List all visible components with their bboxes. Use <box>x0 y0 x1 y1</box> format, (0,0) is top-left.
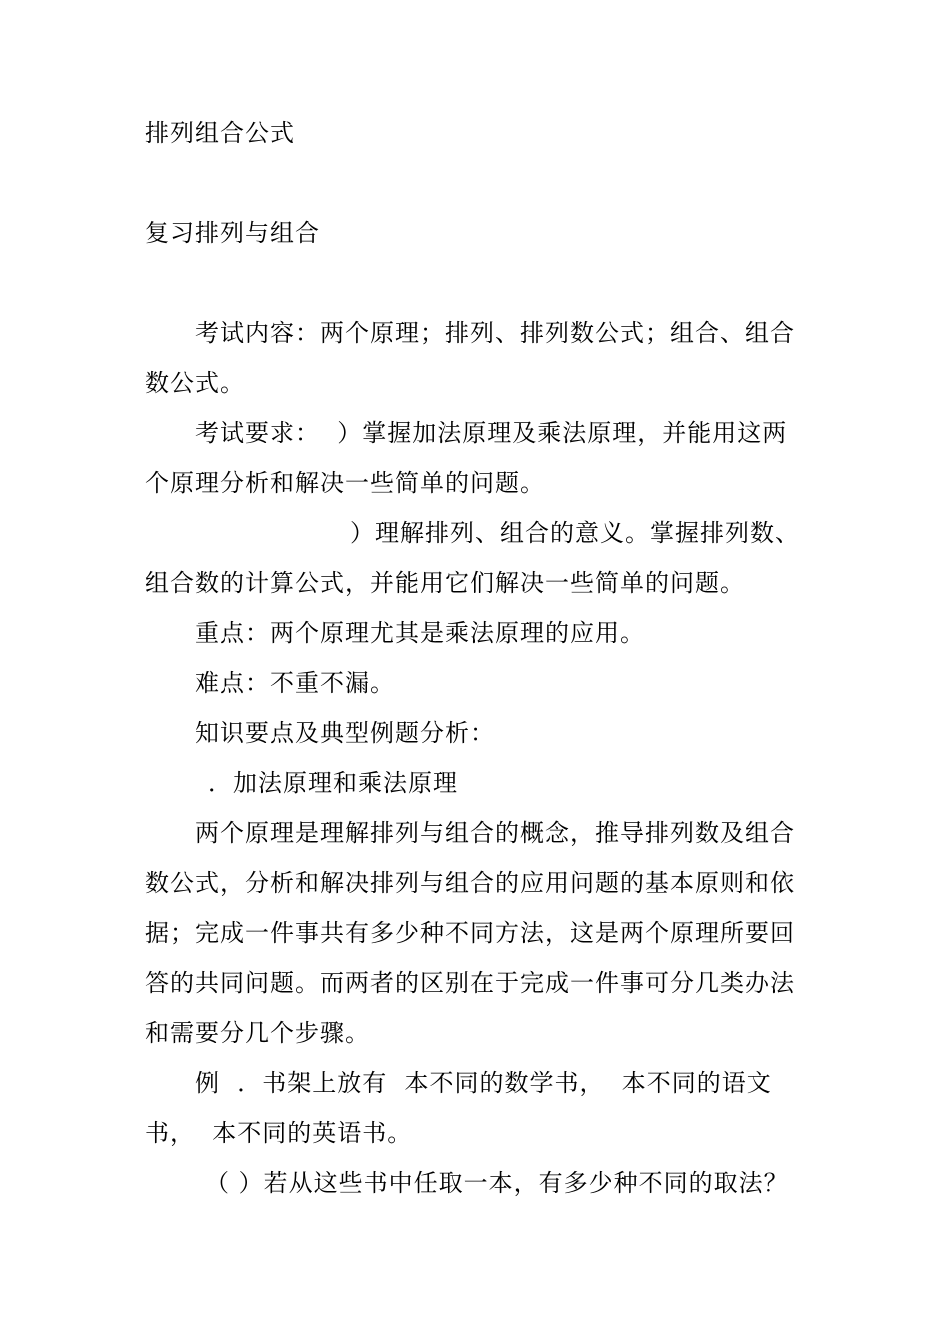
example-line: 例 ．书架上放有 本不同的数学书， 本不同的语文 <box>195 1069 772 1097</box>
paragraph-line: 知识要点及典型例题分析： <box>195 719 495 747</box>
paragraph-line: 重点：两个原理尤其是乘法原理的应用。 <box>195 619 645 647</box>
paragraph-line: ）理解排列、组合的意义。掌握排列数、 <box>350 519 800 547</box>
example-line: 书， 本不同的英语书。 <box>145 1119 413 1147</box>
paragraph-line: 数公式，分析和解决排列与组合的应用问题的基本原则和依 <box>145 869 795 897</box>
document-subtitle: 复习排列与组合 <box>145 219 320 247</box>
question-line: （ ）若从这些书中任取一本，有多少种不同的取法？ <box>205 1169 789 1197</box>
paragraph-line: 组合数的计算公式，并能用它们解决一些简单的问题。 <box>145 569 745 597</box>
paragraph-line: 考试要求： ）掌握加法原理及乘法原理，并能用这两 <box>195 419 788 447</box>
paragraph-line: 和需要分几个步骤。 <box>145 1019 370 1047</box>
paragraph-line: 两个原理是理解排列与组合的概念，推导排列数及组合 <box>195 819 795 847</box>
paragraph-line: 据；完成一件事共有多少种不同方法，这是两个原理所要回 <box>145 919 795 947</box>
paragraph-line: 个原理分析和解决一些简单的问题。 <box>145 469 545 497</box>
section-heading: ．加法原理和乘法原理 <box>208 769 458 797</box>
document-title: 排列组合公式 <box>145 119 295 147</box>
paragraph-line: 难点：不重不漏。 <box>195 669 395 697</box>
paragraph-line: 答的共同问题。而两者的区别在于完成一件事可分几类办法 <box>145 969 795 997</box>
paragraph-line: 数公式。 <box>145 369 245 397</box>
paragraph-line: 考试内容：两个原理；排列、排列数公式；组合、组合 <box>195 319 795 347</box>
